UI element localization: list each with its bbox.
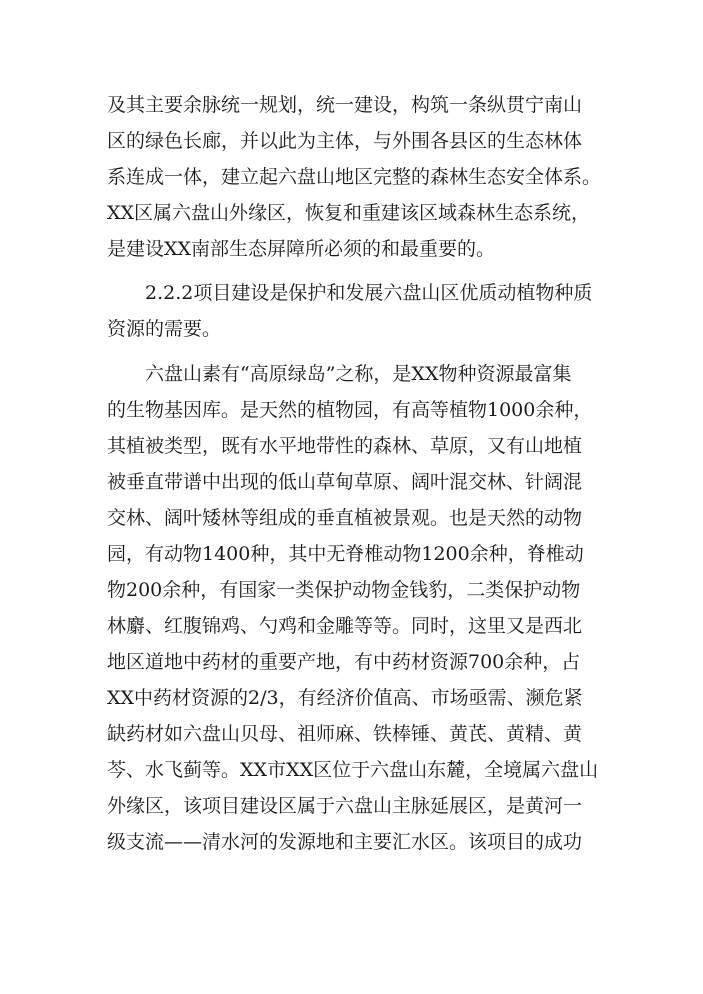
- text-line: 级支流——清水河的发源地和主要汇水区。该项目的成功: [107, 831, 583, 853]
- text-line: 芩、水飞蓟等。XX市XX区位于六盘山东麓，全境属六盘山: [107, 759, 599, 781]
- text-line: 是建设XX南部生态屏障所必须的和最重要的。: [107, 238, 496, 260]
- text-line: 外缘区，该项目建设区属于六盘山主脉延展区，是黄河一: [107, 795, 583, 817]
- text-line: 缺药材如六盘山贝母、祖师麻、铁棒锤、黄芪、黄精、黄: [107, 723, 583, 745]
- text-line: 物200余种，有国家一类保护动物金钱豹，二类保护动物: [107, 579, 581, 601]
- text-line: 林麝、红腹锦鸡、勺鸡和金雕等等。同时，这里又是西北: [107, 615, 583, 637]
- text-line: 的生物基因库。是天然的植物园，有高等植物1000余种，: [107, 399, 593, 421]
- text-line: 园，有动物1400种，其中无脊椎动物1200余种，脊椎动: [107, 543, 584, 565]
- section-heading: 2.2.2项目建设是保护和发展六盘山区优质动植物种质: [145, 282, 593, 304]
- text-line: 其植被类型，既有水平地带性的森林、草原，又有山地植: [107, 435, 583, 457]
- text-line: 系连成一体，建立起六盘山地区完整的森林生态安全体系。: [107, 166, 602, 188]
- text-line: 及其主要余脉统一规划，统一建设，构筑一条纵贯宁南山: [107, 94, 583, 116]
- text-line: XX区属六盘山外缘区，恢复和重建该区域森林生态系统，: [107, 202, 591, 224]
- text-line: 区的绿色长廊，并以此为主体，与外围各县区的生态林体: [107, 130, 583, 152]
- text-line: 地区道地中药材的重要产地，有中药材资源700余种，占: [107, 651, 581, 673]
- text-line: XX中药材资源的2/3，有经济价值高、市场亟需、濒危紧: [107, 687, 583, 709]
- text-line: 资源的需要。: [107, 318, 222, 340]
- paragraph-first-line: 六盘山素有“高原绿岛”之称，是XX物种资源最富集: [145, 363, 572, 385]
- text-line: 被垂直带谱中出现的低山草甸草原、阔叶混交林、针阔混: [107, 471, 583, 493]
- text-line: 交林、阔叶矮林等组成的垂直植被景观。也是天然的动物: [107, 507, 583, 529]
